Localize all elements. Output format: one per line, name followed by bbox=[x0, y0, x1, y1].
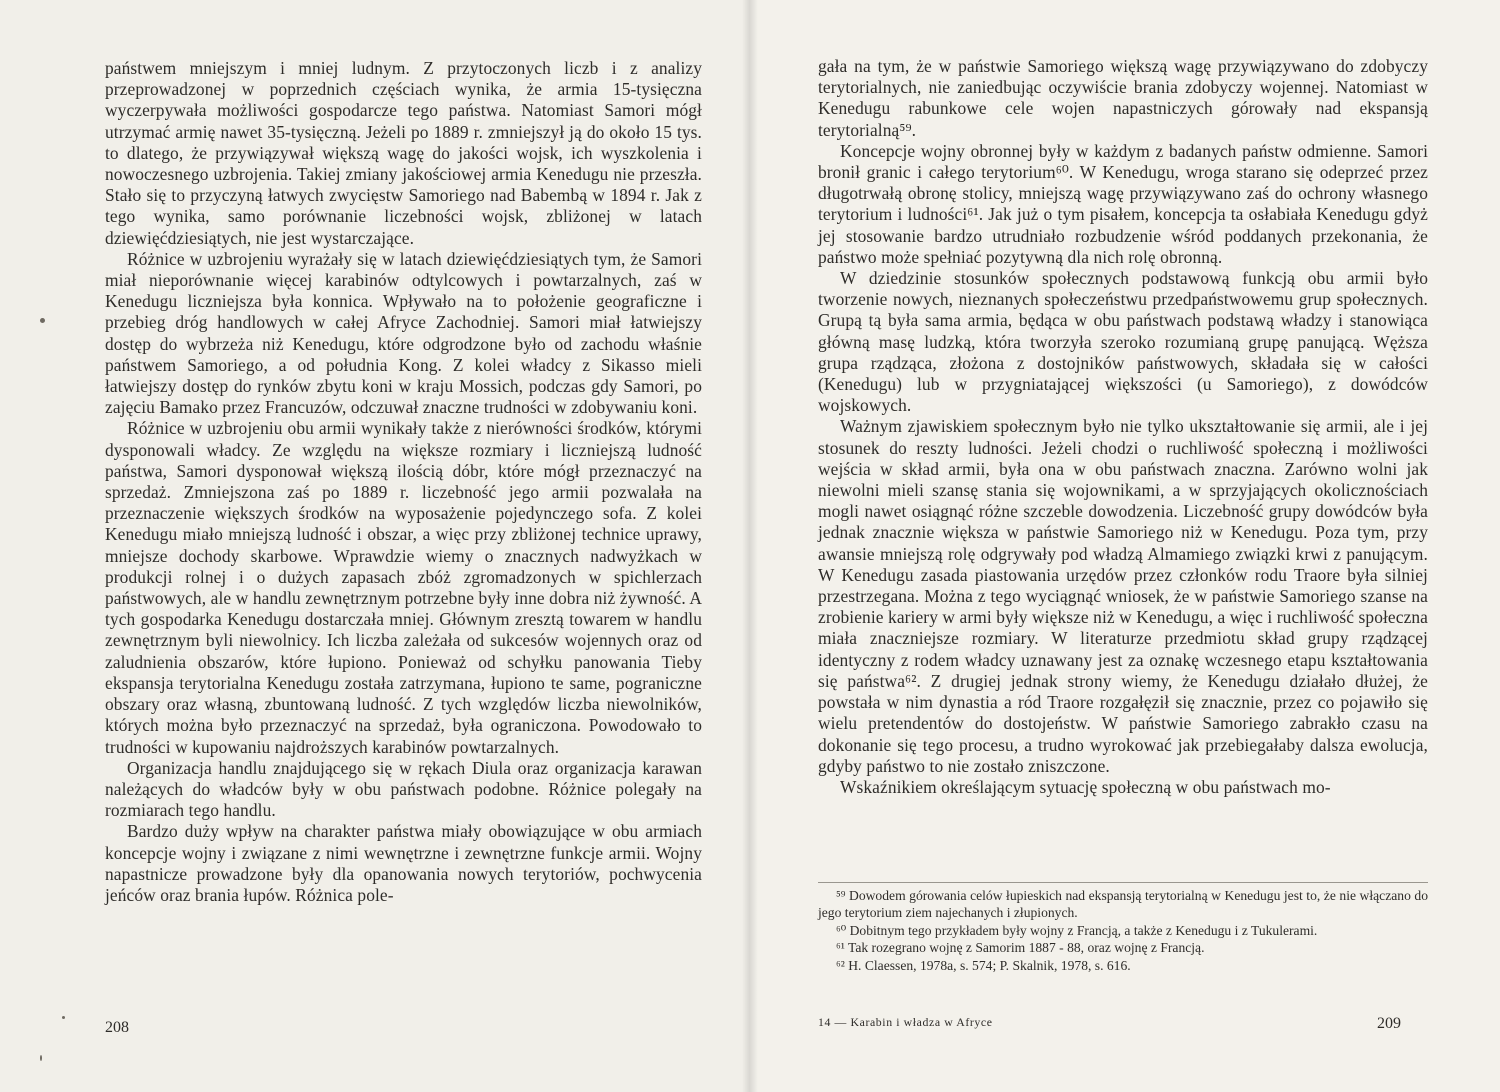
print-speck bbox=[62, 1016, 65, 1019]
printer-signature: 14 — Karabin i władza w Afryce bbox=[818, 1015, 993, 1029]
paragraph: państwem mniejszym i mniej ludnym. Z przytoczonych liczb i z analizy przeprowadzonej w poprzednich częściach wynika, że armia 15-tysięczna wyczerpywała możliwości gospodarcze tego państwa. Natomiast Samori mógł utrzymać armię nawet 35-tysięczną. Jeżeli po 1889 r. zmniejszył ją do około 15 tys. to dlatego, że przywiązywał większą wagę do jakości wojsk, ich wyszkolenia i nowoczesnego uzbrojenia. Takiej zmiany jakościowej armia Kenedugu nie przeszła. Stało się to przyczyną łatwych zwycięstw Samoriego nad Babembą w 1894 r. Jak z tego wynika, samo porównanie liczebności wojsk, zbliżonej w latach dziewięćdziesiątych, nie jest wystarczające. bbox=[105, 58, 702, 248]
paragraph: Bardzo duży wpływ na charakter państwa miały obowiązujące w obu armiach koncepcje wojny i związane z nimi wewnętrzne i zewnętrzne funkcje armii. Wojny napastnicze prowadzone były dla opanowania nowych terytoriów, pochwycenia jeńców oraz brania łupów. Różnica pole- bbox=[105, 821, 702, 905]
left-page-body bbox=[105, 58, 702, 906]
paragraph: Różnice w uzbrojeniu obu armii wynikały także z nierówności środków, którymi dysponowali władcy. Ze względu na większe rozmiary i liczniejszą ludność państwa, Samori dysponował większą ilością dóbr, które mógł przeznaczyć na sprzedaż. Zmniejszona zaś po 1889 r. liczebność jego armii pozwalała na przeznaczenie większych środków na wyposażenie pojedynczego sofa. Z kolei Kenedugu miało mniejszą ludność i obszar, a więc przy zbliżonej technice uprawy, mniejsze dochody skarbowe. Wprawdzie wiemy o znacznych nadwyżkach w produkcji rolnej i o dużych zapasach zbóż zgromadzonych w spichlerzach państwowych, ale w handlu zewnętrznym potrzebne były inne dobra niż żywność. A tych gospodarka Kenedugu dostarczała mniej. Głównym zresztą towarem w handlu zewnętrznym byli niewolnicy. Ich liczba zależała od sukcesów wojennych oraz od zaludnienia obszarów, które łupiono. Ponieważ od schyłku panowania Tieby ekspansja terytorialna Kenedugu została zatrzymana, łupiono te same, pograniczne obszary oraz własną, zbuntowaną ludność. Z tych względów liczba niewolników, których można było przeznaczyć na sprzedaż, była ograniczona. Powodowało to trudności w kupowaniu najdroższych karabinów powtarzalnych. bbox=[105, 418, 702, 757]
paragraph: Organizacja handlu znajdującego się w rękach Diula oraz organizacja karawan należących do władców były w obu państwach podobne. Różnice polegały na rozmiarach tego handlu. bbox=[105, 757, 702, 821]
paragraph: Ważnym zjawiskiem społecznym było nie tylko ukształtowanie się armii, ale i jej stosunek do reszty ludności. Jeżeli chodzi o ruchliwość społeczną i możliwości wejścia w skład armii, była ona w obu państwach znaczna. Zarówno wolni jak niewolni mieli szansę stania się wojownikami, a w sprzyjających okolicznościach mogli nawet osiągnąć różne szczeble dowodzenia. Liczebność grupy dowódców była jednak znacznie większa w państwie Samoriego niż w Kenedugu. Poza tym, przy awansie mniejszą rolę odgrywały pod władzą Almamiego związki krwi z panującym. W Kenedugu zasada piastowania urzędów przez członków rodu Traore była silniej przestrzegana. Można z tego wyciągnąć wniosek, że w państwie Samoriego szanse na zrobienie kariery w armi były większe niż w Kenedugu, a więc i ruchliwość społeczna miała znaczniejsze rozmiary. W literaturze przedmiotu skład grupy rządzącej identyczny z rodem władcy uznawany jest za oznakę wczesnego etapu kształtowania się państwa⁶². Z drugiej jednak strony wiemy, że Kenedugu działało dłużej, że powstała w nim dynastia a ród Traore rozgałęził się znacznie, przez co pojawiło się wielu pretendentów do dostojeństw. W państwie Samoriego zabrakło czasu na dokonanie się tego procesu, a trudno wyrokować jak przebiegałaby dalsza ewolucja, gdyby państwo to nie zostało zniszczone. bbox=[818, 416, 1428, 776]
footnote: ⁵⁹ Dowodem górowania celów łupieskich nad ekspansją terytorialną w Kenedugu jest to, że nie włączano do jego terytorium ziem najechanych i złupionych. bbox=[818, 888, 1428, 921]
right-page-body bbox=[818, 56, 1428, 798]
footnotes bbox=[818, 882, 1428, 974]
right-page bbox=[750, 0, 1500, 1092]
footnote: ⁶¹ Tak rozegrano wojnę z Samorim 1887 - 88, oraz wojnę z Francją. bbox=[836, 940, 1205, 956]
paragraph: Różnice w uzbrojeniu wyrażały się w latach dziewięćdziesiątych tym, że Samori miał nieporównanie więcej karabinów odtylcowych i powtarzalnych, zaś w Kenedugu liczniejsza była konnica. Wpływało na to położenie geograficzne i przebieg dróg handlowych w całej Afryce Zachodniej. Samori miał łatwiejszy dostęp do wybrzeża niż Kenedugu, które odgrodzone było od zachodu właśnie państwem Samoriego, a od południa Kong. Z kolei władcy z Sikasso mieli łatwiejszy dostęp do rynków zbytu koni w kraju Mossich, podczas gdy Samori, po zajęciu Bamako przez Francuzów, odczuwał znaczne trudności w zdobywaniu koni. bbox=[105, 248, 702, 418]
print-speck bbox=[40, 1055, 42, 1061]
paragraph: Koncepcje wojny obronnej były w każdym z badanych państw odmienne. Samori bronił granic i całego terytorium⁶⁰. W Kenedugu, wroga starano się odeprzeć przez długotrwałą obronę stolicy, mniejszą wagę przywiązywano zaś do ochrony własnego terytorium i ludności⁶¹. Jak już o tym pisałem, koncepcja ta osłabiała Kenedugu gdyż jej stosowanie bardzo utrudniało rozbudzenie wśród poddanych przekonania, że państwo może spełniać pozytywną dla nich rolę obronną. bbox=[818, 140, 1428, 267]
print-speck bbox=[40, 318, 45, 323]
footnote: ⁶⁰ Dobitnym tego przykładem były wojny z Francją, a także z Kenedugu i z Tukulerami. bbox=[836, 922, 1318, 938]
page-number-left: 208 bbox=[105, 1019, 129, 1036]
book-gutter bbox=[742, 0, 758, 1092]
paragraph: gała na tym, że w państwie Samoriego większą wagę przywiązywano do zdobyczy terytorialnych, nie zaniedbując oczywiście brania zdobyczy wojennej. Natomiast w Kenedugu rabunkowe cele wojen napastniczych górowały nad ekspansją terytorialną⁵⁹. bbox=[818, 56, 1428, 140]
footnote: ⁶² H. Claessen, 1978a, s. 574; P. Skalnik, 1978, s. 616. bbox=[836, 957, 1131, 973]
page-number-right: 209 bbox=[1377, 1015, 1401, 1032]
paragraph: W dziedzinie stosunków społecznych podstawową funkcją obu armii było tworzenie nowych, nieznanych społeczeństwu przedpaństwowemu grup społecznych. Grupą tą była sama armia, będąca w obu państwach podstawą władzy i stanowiąca główną masę ludzką, która tworzyła szeroko rozumianą grupę panującą. Węższa grupa rządząca, złożona z dostojników państwowych, składała się w całości (Kenedugu) lub w przygniatającej większości (u Samoriego), z dowódców wojskowych. bbox=[818, 268, 1428, 416]
paragraph: Wskaźnikiem określającym sytuację społeczną w obu państwach mo- bbox=[840, 776, 1331, 797]
